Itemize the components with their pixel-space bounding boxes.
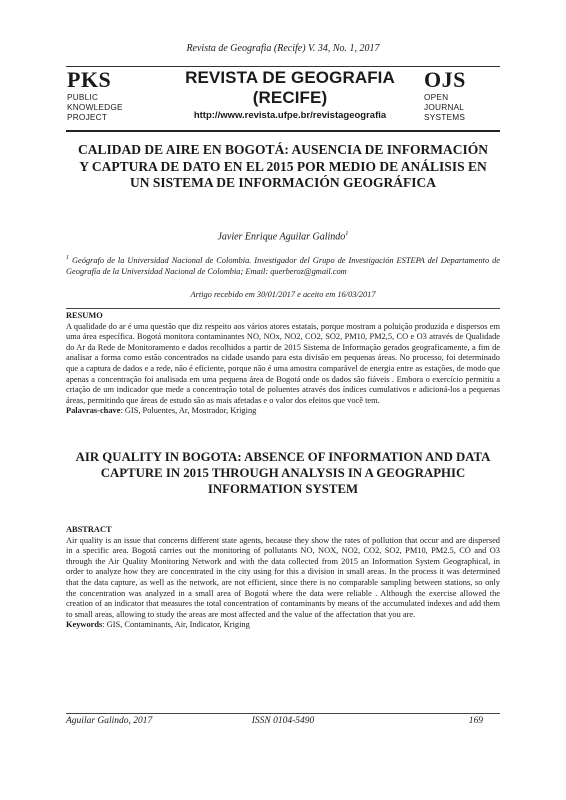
resumo-section bbox=[66, 311, 500, 417]
masthead bbox=[66, 66, 500, 132]
abstract-body: Air quality is an issue that concerns different state agents, because they show the rates of pollution that occur and are dispersed in a specific area. Bogotá carries out the monitoring of pollutants NO, NOX, NO2, CO2, SO2, PM10, PM2.5, CO and O3 through the Air Quality Monitoring Network and with the data collected from 2015 an Information System Geographical, in order to analyze how they are concentrated in the city using for this a division in small areas. In the process it was determined that the data capture, as well as the network, are not efficient, since there is no comparable sampling between stations, so only the concentration was analyzed in a small area of Bogotá where the data were reliable . Although the exercise allowed the creation of an indicator that measures the total concentration of contaminants by means of the accumulated indexes and add them to small areas, allowing to study the areas are most affected and the value of the affectation that you are. bbox=[66, 535, 500, 619]
footer-issn: ISSN 0104-5490 bbox=[251, 716, 315, 726]
journal-title: REVISTA DE GEOGRAFIA bbox=[185, 68, 395, 87]
ojs-logo-text: OJS bbox=[424, 67, 466, 92]
article-title-spanish: CALIDAD DE AIRE EN BOGOTÁ: AUSENCIA DE INFORMACIÓN Y CAPTURA DE DATO EN EL 2015 POR MEDIO DE ANÁLISIS EN UN SISTEMA DE INFORMACIÓN GEOGRÁFICA bbox=[78, 142, 488, 190]
pks-logo bbox=[67, 68, 147, 122]
abstract-keywords-list: : GIS, Contaminants, Air, Indicator, Kriging bbox=[102, 620, 250, 630]
abstract-section bbox=[66, 525, 500, 631]
journal-title-block bbox=[160, 68, 420, 122]
affiliation-text: Geógrafo de la Universidad Nacional de Colombia. Investigador del Grupo de Investigación ESTEPA del Departamento de Geografía de la Universidad Nacional de Colombia; Email: querberoz@gmail.com bbox=[66, 255, 500, 276]
ojs-line: OPEN bbox=[424, 92, 449, 102]
running-head: Revista de Geografia (Recife) V. 34, No. 1, 2017 bbox=[186, 43, 380, 54]
article-title-english: AIR QUALITY IN BOGOTA: ABSENCE OF INFORMATION AND DATA CAPTURE IN 2015 THROUGH ANALYSIS IN A GEOGRAPHIC INFORMATION SYSTEM bbox=[75, 450, 491, 496]
affiliation-mark: 1 bbox=[66, 255, 69, 261]
footer-citation: Aguilar Galindo, 2017 bbox=[66, 716, 153, 726]
resumo-keywords-label: Palavras-chave bbox=[66, 406, 121, 416]
pks-line: PUBLIC bbox=[67, 92, 99, 102]
ojs-line: JOURNAL bbox=[424, 102, 465, 112]
abstract-heading: ABSTRACT bbox=[66, 525, 112, 534]
page-number: 169 bbox=[468, 716, 483, 726]
resumo-keywords-list: : GIS, Poluentes, Ar, Mostrador, Kriging bbox=[120, 406, 257, 416]
pks-logo-text: PKS bbox=[67, 67, 112, 92]
author-affiliation bbox=[66, 253, 500, 277]
masthead-bottom-rule bbox=[66, 130, 500, 132]
resumo-body: A qualidade do ar é uma questão que diz respeito aos vários atores estatais, porque mostram a poluição produzida e dispersos em uma área específica. Bogotá monitora contaminantes NO, NOx, NO2, CO2, SO2, PM10, PM2,5, CO e O3 através de Qualidade do Ar da Rede de Monitoramento e dados recolhidos a partir de 2015 Sistema de Informação gerados geograficamente, a fim de analisar a forma como estão concentrados na cidade usando para esta divisão em pequenas áreas. No processo, foi determinado que a captura de dados e a rede, não é eficiente, porque não é uma amostra comparável de energia entre as estações, de modo que apenas a concentração foi analisada em uma pequena área de Bogotá onde os dados são fiáveis . Embora o exercício permitiu a criação de um indicador que mede a concentração total de poluentes através dos índices cumulativos e adicioná-los a pequenas áreas, permitindo que áreas de estudo são as mais afetadas e o valor dos efeitos que você tem. bbox=[66, 321, 500, 405]
journal-url[interactable]: http://www.revista.ufpe.br/revistageografia bbox=[193, 110, 387, 121]
pks-line: KNOWLEDGE bbox=[67, 102, 123, 112]
author-line bbox=[0, 230, 566, 242]
received-accepted-dates: Artigo recebido em 30/01/2017 e aceito em 16/03/2017 bbox=[190, 290, 376, 299]
ojs-line: SYSTEMS bbox=[424, 112, 466, 122]
resumo-heading: RESUMO bbox=[66, 311, 103, 320]
journal-title-city: (RECIFE) bbox=[252, 88, 328, 107]
author-name: Javier Enrique Aguilar Galindo bbox=[217, 231, 346, 243]
abstract-keywords bbox=[66, 620, 500, 631]
abstract-keywords-label: Keywords bbox=[66, 620, 103, 630]
resumo-top-rule bbox=[66, 308, 500, 309]
resumo-keywords bbox=[66, 406, 500, 417]
pks-line: PROJECT bbox=[67, 112, 108, 122]
footer-rule bbox=[66, 713, 500, 714]
ojs-logo bbox=[424, 68, 504, 122]
author-footnote-mark: 1 bbox=[345, 230, 349, 237]
